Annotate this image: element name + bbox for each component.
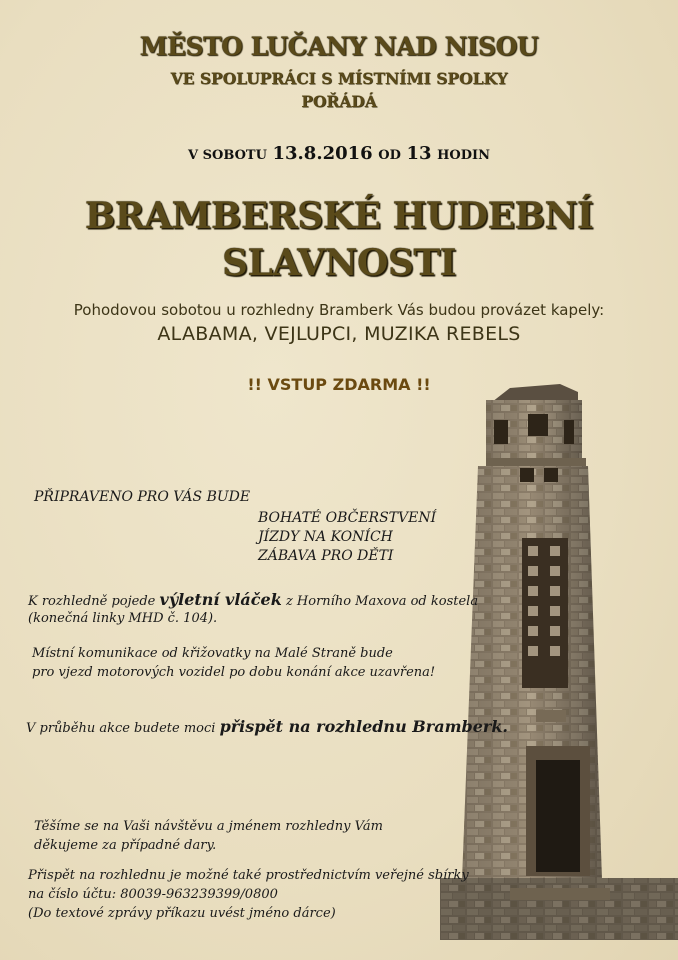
- account-number: na číslo účtu: 80039-963239399/0800: [28, 887, 278, 902]
- program-item: ZÁBAVA PRO DĚTI: [258, 548, 394, 564]
- road-closure-line2: pro vjezd motorových vozidel po dobu konání akce uzavřena!: [32, 665, 436, 680]
- train-highlight: výletní vláček: [159, 590, 282, 609]
- event-title-line1: BRAMBERSKÉ HUDEBNÍ: [84, 195, 594, 237]
- road-closure-line1: Místní komunikace od křižovatky na Malé Straně bude: [32, 646, 393, 661]
- program-heading: PŘIPRAVENO PRO VÁS BUDE: [34, 489, 251, 505]
- thanks-line2: děkujeme za případné dary.: [34, 838, 217, 853]
- date-mid: OD: [378, 148, 401, 163]
- bands-list: ALABAMA, VEJLUPCI, MUZIKA REBELS: [157, 323, 521, 345]
- cooperation-line: VE SPOLUPRÁCI S MÍSTNÍMI SPOLKY: [170, 69, 508, 88]
- donation-info: [26, 718, 508, 738]
- donation-highlight: přispět na rozhlednu Bramberk.: [219, 717, 508, 736]
- presents-line: POŘÁDÁ: [301, 92, 377, 111]
- city-heading: MĚSTO LUČANY NAD NISOU: [139, 32, 539, 61]
- train-info: [28, 591, 478, 611]
- program-item: JÍZDY NA KONÍCH: [258, 529, 393, 545]
- thanks-line1: Těšíme se na Vaši návštěvu a jménem rozhledny Vám: [34, 819, 383, 834]
- donation-pre: V průběhu akce budete moci: [26, 721, 216, 736]
- train-line-note: (konečná linky MHD č. 104).: [28, 611, 218, 626]
- event-hour: 13: [406, 143, 432, 164]
- collection-line1: Přispět na rozhlednu je možné také prostřednictvím veřejné sbírky: [28, 868, 469, 883]
- train-post: z Horního Maxova od kostela: [285, 594, 479, 609]
- date-suffix: HODIN: [437, 148, 490, 163]
- event-title-line2: SLAVNOSTI: [222, 242, 456, 284]
- date-prefix: V SOBOTU: [188, 148, 267, 163]
- collection-note: (Do textové zprávy příkazu uvést jméno dárce): [28, 906, 336, 921]
- event-date: 13.8.2016: [272, 143, 373, 164]
- admission-free: !! VSTUP ZDARMA !!: [247, 375, 431, 394]
- program-item: BOHATÉ OBČERSTVENÍ: [258, 510, 437, 526]
- event-date-line: [0, 143, 678, 164]
- intro-text: Pohodovou sobotou u rozhledny Bramberk Vás budou provázet kapely:: [73, 301, 605, 319]
- train-pre: K rozhledně pojede: [28, 594, 156, 609]
- bramberk-tower-illustration: [440, 380, 678, 940]
